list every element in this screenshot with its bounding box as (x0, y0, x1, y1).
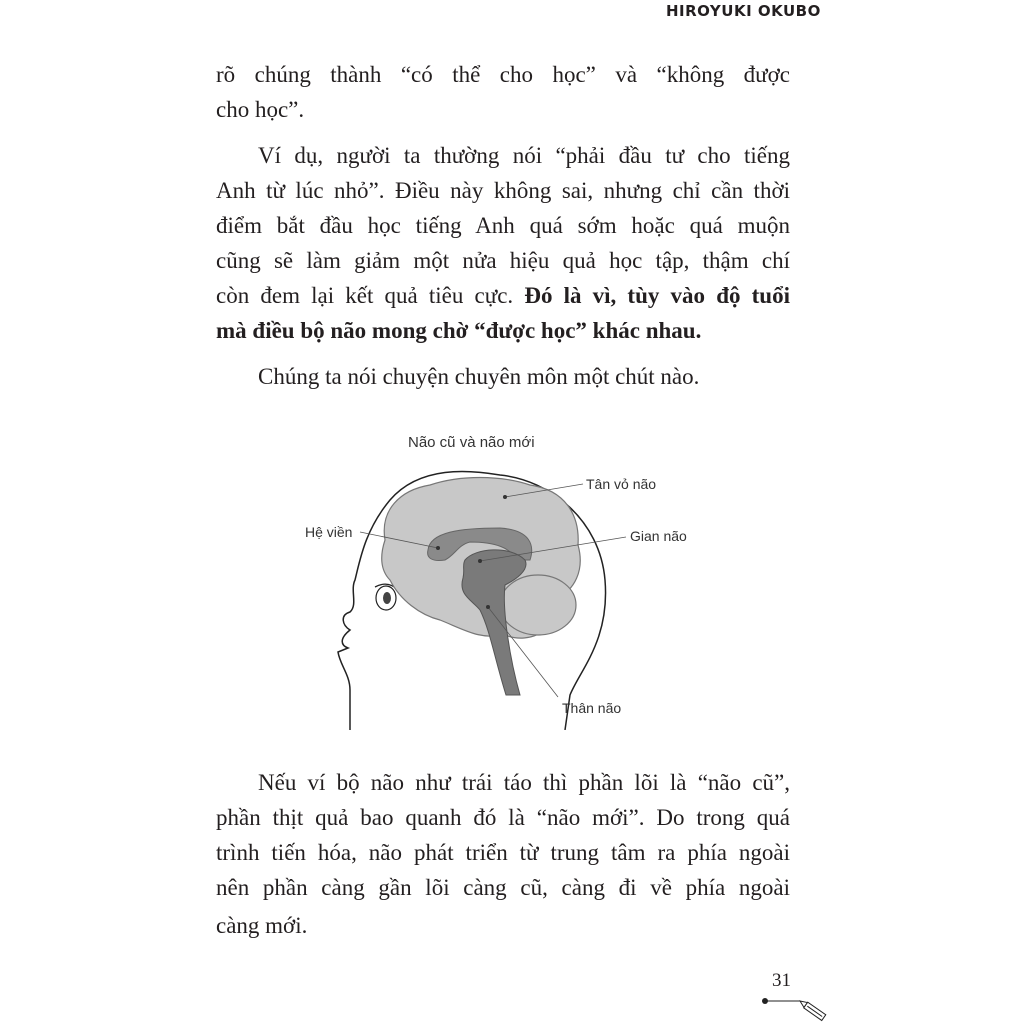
text-line (216, 283, 790, 309)
brain-figure (280, 420, 720, 730)
figure-title: Não cũ và não mới (408, 434, 535, 451)
label-limbic-system: Hệ viền (305, 524, 353, 540)
text-bold: Đó là vì, tùy vào độ tuổi (524, 283, 790, 308)
text-line: rõ chúng thành “có thể cho học” và “không được (216, 62, 790, 87)
text-line: Ví dụ, người ta thường nói “phải đầu tư cho tiếng (258, 143, 790, 168)
text-line: cho học”. (216, 97, 305, 122)
text-line: nên phần càng gần lõi càng cũ, càng đi về phía ngoài (216, 875, 790, 900)
text-line: phần thịt quả bao quanh đó là “não mới”. Do trong quá (216, 805, 790, 830)
page-number: 31 (772, 970, 791, 991)
text-line: cũng sẽ làm giảm một nửa hiệu quả học tập, thậm chí (216, 248, 790, 273)
text-line (216, 318, 790, 344)
text-line: điểm bắt đầu học tiếng Anh quá sớm hoặc quá muộn (216, 213, 790, 238)
text-line: Chúng ta nói chuyện chuyên môn một chút nào. (258, 364, 700, 389)
text-line: Anh từ lúc nhỏ”. Điều này không sai, nhưng chỉ cần thời (216, 178, 790, 203)
running-header-author: HIROYUKI OKUBO (666, 2, 821, 20)
pencil-icon (760, 990, 830, 1024)
label-diencephalon: Gian não (630, 528, 687, 544)
text-line: Nếu ví bộ não như trái táo thì phần lõi là “não cũ”, (258, 770, 790, 795)
text-bold: mà điều bộ não mong chờ “được học” khác nhau. (216, 318, 702, 343)
brain-head-illustration (280, 420, 720, 730)
label-brainstem: Thân não (562, 700, 622, 716)
text-line: trình tiến hóa, não phát triển từ trung tâm ra phía ngoài (216, 840, 790, 865)
label-neocortex: Tân vỏ não (586, 476, 657, 492)
text-line: càng mới. (216, 913, 308, 938)
text-normal: còn đem lại kết quả tiêu cực. (216, 283, 525, 308)
